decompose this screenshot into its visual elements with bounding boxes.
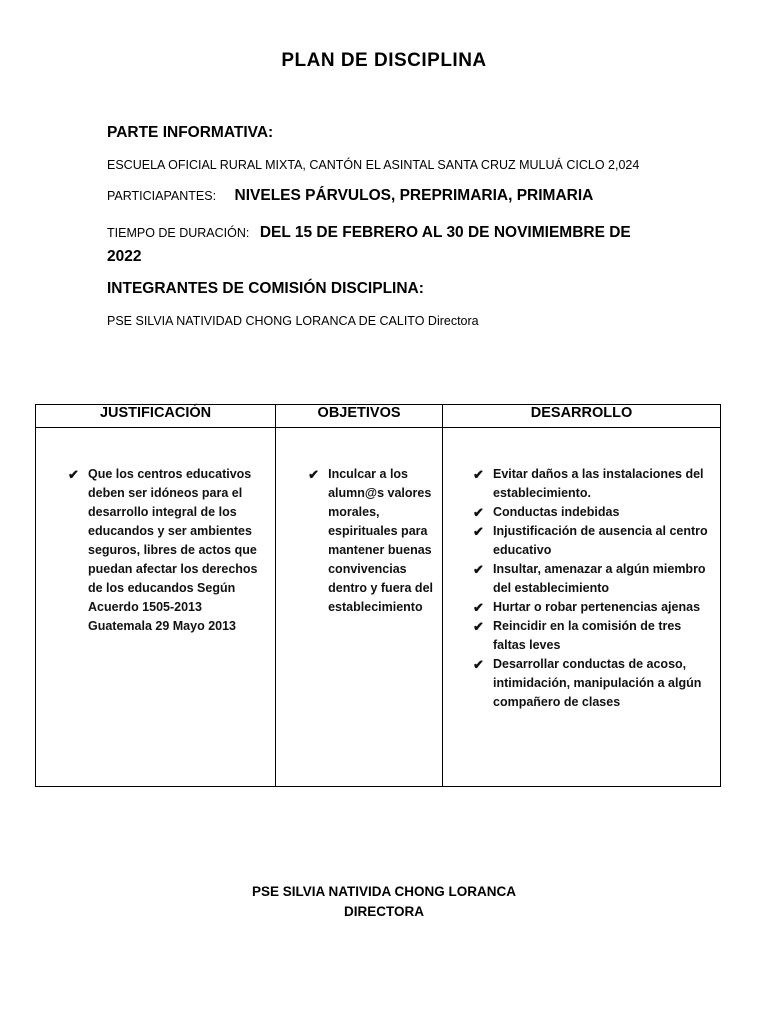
list-item-text: Conductas indebidas	[493, 505, 620, 519]
check-icon: ✔	[68, 467, 79, 482]
duration-line	[107, 221, 667, 269]
list-item	[304, 465, 436, 617]
objetivos-cell	[276, 428, 443, 787]
check-icon: ✔	[473, 600, 484, 615]
check-icon: ✔	[473, 505, 484, 520]
list-item	[64, 465, 265, 636]
header-objetivos: OBJETIVOS	[276, 405, 443, 428]
objetivos-list	[304, 465, 436, 617]
check-icon: ✔	[473, 524, 484, 539]
plan-table	[35, 404, 721, 787]
check-icon: ✔	[473, 657, 484, 672]
desarrollo-list	[469, 465, 716, 712]
list-item-text: Evitar daños a las instalaciones del establecimiento.	[493, 467, 704, 500]
table-row	[36, 428, 721, 787]
commission-member: PSE SILVIA NATIVIDAD CHONG LORANCA DE CALITO Directora	[107, 314, 479, 328]
justificacion-cell	[36, 428, 276, 787]
duration-value: DEL 15 DE FEBRERO AL 30 DE NOVIMIEMBRE DE 2022	[107, 224, 631, 265]
check-icon: ✔	[473, 467, 484, 482]
list-item	[469, 617, 716, 655]
desarrollo-cell	[443, 428, 721, 787]
justificacion-list	[64, 465, 265, 636]
list-item-text: Injustificación de ausencia al centro educativo	[493, 524, 708, 557]
list-item-text: Insultar, amenazar a algún miembro del establecimiento	[493, 562, 706, 595]
participants-label: PARTICIAPANTES:	[107, 189, 217, 203]
document-title: PLAN DE DISCIPLINA	[281, 50, 487, 71]
list-item-text: Inculcar a los alumn@s valores morales, espirituales para mantener buenas convivencias dentro y fuera del establecimiento	[328, 467, 433, 614]
list-item	[469, 503, 716, 522]
duration-label: TIEMPO DE DURACIÓN:	[107, 226, 250, 240]
check-icon: ✔	[308, 467, 320, 482]
signature-block	[0, 882, 768, 922]
signature-role: DIRECTORA	[343, 904, 424, 919]
participants-value: NIVELES PÁRVULOS, PREPRIMARIA, PRIMARIA	[234, 187, 594, 204]
list-item-text: Desarrollar conductas de acoso, intimidación, manipulación a algún compañero de clases	[493, 657, 702, 709]
list-item-text: Hurtar o robar pertenencias ajenas	[493, 600, 701, 614]
commission-heading: INTEGRANTES DE COMISIÓN DISCIPLINA:	[107, 280, 424, 297]
list-item	[469, 465, 716, 503]
header-justificacion: JUSTIFICACIÓN	[36, 405, 276, 428]
list-item	[469, 655, 716, 712]
list-item	[469, 560, 716, 598]
list-item	[469, 522, 716, 560]
list-item	[469, 598, 716, 617]
list-item-text: Que los centros educativos deben ser idóneos para el desarrollo integral de los educandos y ser ambientes seguros, libres de actos que puedan afectar los derechos de los educandos Según Acuerdo 1505-2013 Guatemala 29 Mayo 2013	[88, 467, 258, 633]
school-line: ESCUELA OFICIAL RURAL MIXTA, CANTÓN EL ASINTAL SANTA CRUZ MULUÁ CICLO 2,024	[107, 158, 640, 172]
informativa-heading: PARTE INFORMATIVA:	[107, 124, 274, 141]
list-item-text: Reincidir en la comisión de tres faltas leves	[493, 619, 682, 652]
signature-name: PSE SILVIA NATIVIDA CHONG LORANCA	[251, 884, 516, 899]
check-icon: ✔	[473, 619, 484, 634]
table-header-row	[36, 405, 721, 428]
header-desarrollo: DESARROLLO	[443, 405, 721, 428]
check-icon: ✔	[473, 562, 484, 577]
participants-line	[107, 187, 593, 205]
